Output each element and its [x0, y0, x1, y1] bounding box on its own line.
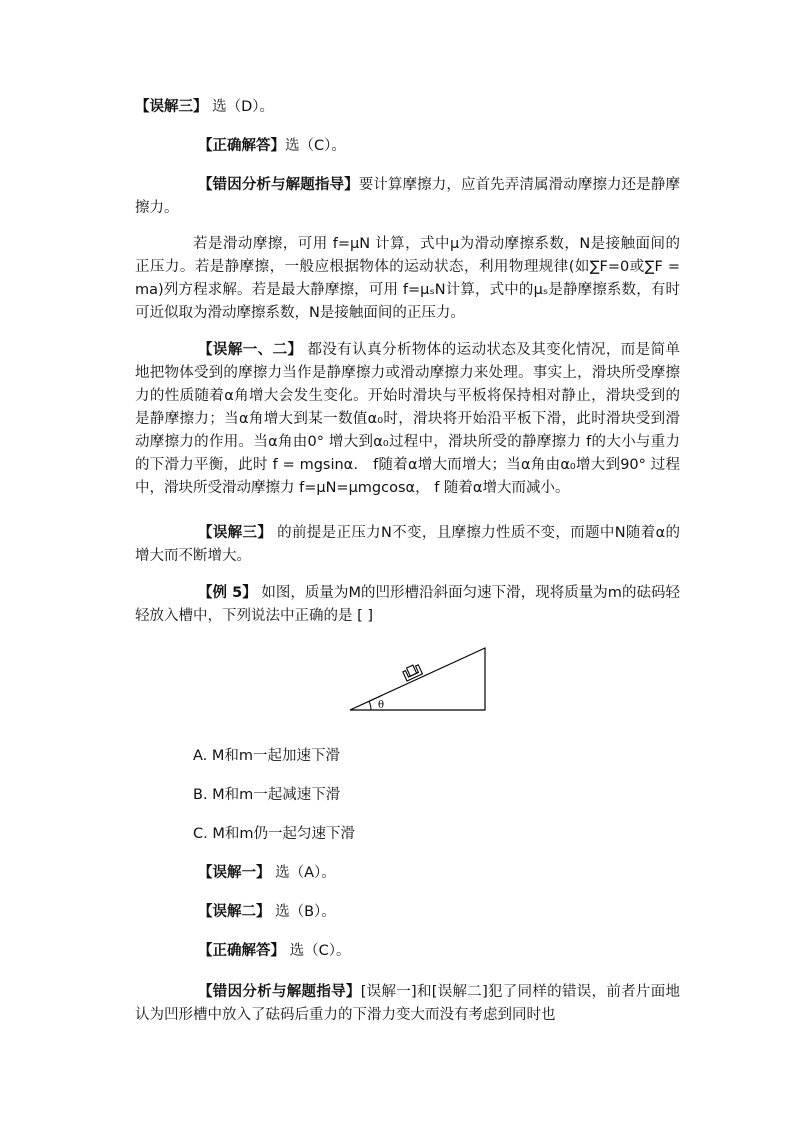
- body-text: 选（C）。: [285, 943, 351, 959]
- heading-label: 【正确解答】: [198, 138, 285, 154]
- example-5-question: [135, 582, 680, 628]
- angle-arc: [369, 701, 371, 710]
- mistake-1-choice: [198, 862, 336, 885]
- heading-label: 【错因分析与解题指导】: [198, 984, 361, 1000]
- option-c: [193, 823, 355, 846]
- heading-label: 【误解三】: [198, 525, 273, 541]
- body-text: 都没有认真分析物体的运动状态及其变化情况，而是简单地把物体受到的摩擦力当作是静摩擦力或滑动摩擦力来处理。事实上，滑块所受摩擦力的性质随着α角增大会发生变化。开始时滑块与平板将保持相对静止，滑块受到的是静摩擦力；当α角增大到某一数值α₀时，滑块将开始沿平板下滑，此时滑块受到滑动摩擦力的作用。当α角由0° 增大到α₀过程中，滑块所受的静摩擦力 f的大小与重力的下滑力平衡，此时 f = mgsinα． f随着α增大而增大；当α角由α₀增大到90° 过程中，滑块所受滑动摩擦力 f=μN=μmgcosα， f 随着α增大而减小。: [135, 342, 681, 496]
- body-text: 的前提是正压力N不变，且摩擦力性质不变，而题中N随着α的增大而不断增大。: [135, 525, 680, 564]
- heading-label: 【误解一】: [198, 865, 271, 881]
- friction-paragraph: [135, 233, 680, 325]
- heading-label: 【例 5】: [198, 585, 257, 601]
- incline-diagram: [345, 642, 490, 714]
- body-text: 选（C）。: [285, 138, 346, 154]
- mistake-3-choice: [135, 96, 680, 119]
- incline-triangle: [350, 648, 485, 710]
- correct-answer-1: [198, 135, 680, 158]
- body-text: 若是滑动摩擦，可用 f=μN 计算，式中μ为滑动摩擦系数，N是接触面间的正压力。若是静摩擦，一般应根据物体的运动状态，利用物理规律(如∑F=0或∑F = ma)列方程求解。若是最大静摩擦，可用 f=μₛN计算，式中的μₛ是静摩擦系数，有时可近似取为滑动摩擦系数，N是接触面间的正压力。: [135, 236, 680, 321]
- mistake-2-choice: [198, 901, 336, 924]
- correct-answer-2: [198, 940, 350, 963]
- error-analysis-2: [135, 981, 680, 1027]
- body-text: 如图，质量为M的凹形槽沿斜面匀速下滑，现将质量为m的砝码轻轻放入槽中，下列说法中正确的是 [ ]: [135, 585, 680, 624]
- option-text: B. M和m一起减速下滑: [193, 787, 341, 803]
- heading-label: 【错因分析与解题指导】: [198, 177, 359, 193]
- weight-block: [407, 665, 417, 676]
- angle-label: θ: [378, 700, 385, 711]
- mistake-3-analysis: [135, 522, 680, 568]
- body-text: 选（B）。: [270, 904, 336, 920]
- heading-label: 【正确解答】: [198, 943, 285, 959]
- option-text: C. M和m仍一起匀速下滑: [193, 826, 355, 842]
- error-analysis-1: [135, 174, 680, 220]
- heading-label: 【误解一、二】: [198, 342, 303, 358]
- option-a: [193, 745, 340, 768]
- heading-label: 【误解二】: [198, 904, 271, 920]
- option-b: [193, 784, 340, 807]
- body-text: 选（A）。: [270, 865, 336, 881]
- body-text: 选（D）。: [207, 99, 275, 115]
- body-text: 要计算摩擦力，应首先弄清属滑动摩擦力还是静摩擦力。: [135, 177, 680, 216]
- heading-label: 【误解三】: [135, 99, 208, 115]
- mistake-1-2-analysis: [135, 339, 680, 500]
- option-text: A. M和m一起加速下滑: [193, 748, 341, 764]
- body-text: [误解一]和[误解二]犯了同样的错误，前者片面地认为凹形槽中放入了砝码后重力的下滑力变大而没有考虑到同时也: [135, 984, 680, 1023]
